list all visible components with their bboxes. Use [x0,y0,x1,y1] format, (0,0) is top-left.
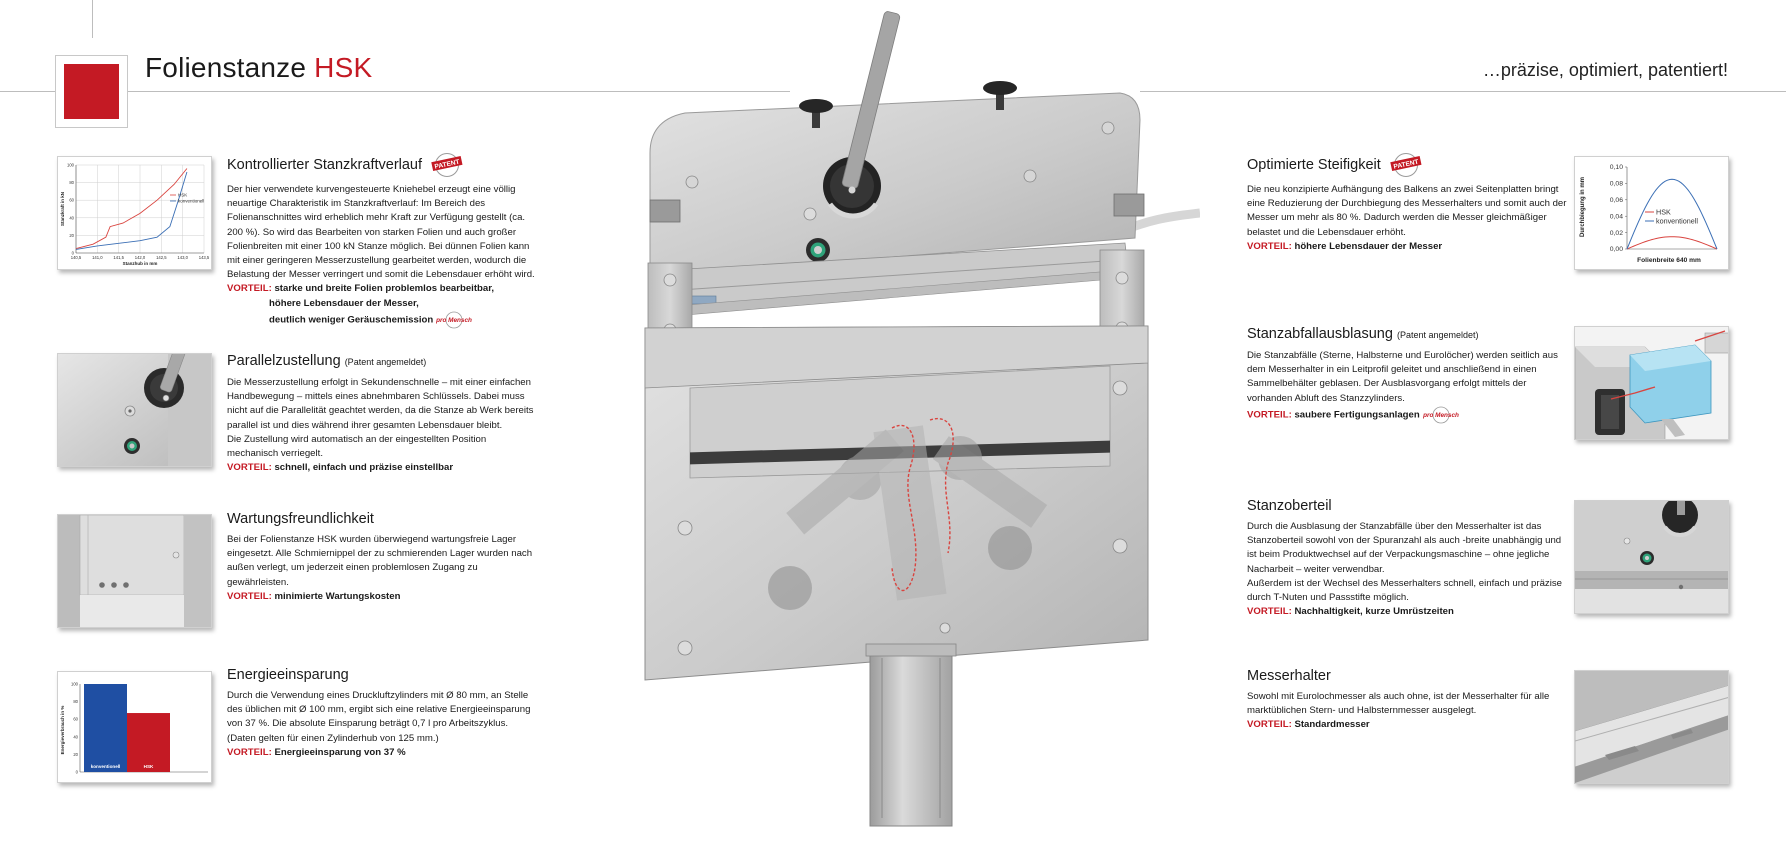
chart2-legend-konv: konventionell [1656,216,1698,226]
chart3-ytick: 60 [73,716,78,722]
chart2-ytick: 0,04 [1609,213,1623,221]
patent-badge-icon [1389,152,1423,178]
chart3-bar-label: konventionell [90,764,121,769]
chart2-ytick: 0,10 [1609,164,1623,172]
chart3-ytick: 20 [73,751,78,757]
section-oberteil-body: Durch die Ausblasung der Stanzabfälle über den Messerhalter ist das Stanzoberteil sowohl von der Spuranzahl als auch -breite unabhängig und ist beim Produktwechsel auf der Verpackungsmaschine – ohne jegliche Nacharbeit – weiter verwendbar. [1247,521,1562,575]
section-parallel-title: Parallelzustellung (Patent angemeldet) [227,353,427,369]
chart2-ytick: 0,06 [1609,197,1623,204]
stanzkraft-chart-card [57,156,212,270]
chart2-ytick: 0,02 [1609,229,1623,237]
section-oberteil-title: Stanzoberteil [1247,498,1332,514]
chart1-ytick: 60 [69,197,74,203]
section-stanzkraft-vorteil-line3: deutlich weniger Geräuschemission pro Mensch [227,311,537,329]
section-oberteil [1247,497,1567,619]
oberteil-photo [1575,501,1729,614]
section-wartung [227,510,537,604]
pro-mensch-badge-text: pro Mensch [436,316,473,324]
section-abfall-title: Stanzabfallausblasung (Patent angemeldet) [1247,326,1479,342]
durchbiegung-chart-card [1574,156,1729,270]
patent-badge-icon [430,152,464,178]
section-energie-body: Durch die Verwendung eines Druckluftzylinders mit Ø 80 mm, an Stelle des üblichen mit Ø 100 mm, ergibt sich eine relative Energieeinsparung von 37 %. Die absolute Einsparung beträgt 0,7 l pro Arbeitszyklus. [227,690,531,730]
chart2-series-hsk [1627,237,1717,249]
section-oberteil-body2: Außerdem ist der Wechsel des Messerhalters schnell, einfach und präzise durch T-Nuten und Passstifte möglich. [1247,577,1562,604]
chart3-ytick: 40 [73,734,78,740]
chart1-legend-hsk: HSK [178,192,188,198]
brand-logo [55,55,128,128]
chart1-xtick: 143,5 [198,255,210,260]
chart1-legend-konv: konventionell [178,198,205,204]
chart2-series-konventionell [1627,179,1717,249]
section-stanzkraft-title: Kontrollierter Stanzkraftverlauf PATENT [227,152,537,178]
chart1-ylabel: Stanzkraft in kN [60,191,65,227]
section-abfall-vorteil: VORTEIL: saubere Fertigungsanlagen pro Mensch [1247,406,1567,424]
chart3-ytick: 80 [73,699,78,705]
section-stanzkraft-body: Der hier verwendete kurvengesteuerte Kniehebel erzeugt eine völlig neuartige Charakteristik im Stanzkraftverlauf: Im Bereich des Folienanschnittes wird erheblich mehr Kraft zur Verfügung gestellt (ca. 200 %). So wird das Bearbeiten von starken Folien und auch großer Folienbreiten mit einer 100 kN Stanze möglich. Bei dünnen Folien kann mit einer geringeren Messerzustellung gearbeitet werden, wodurch die Belastung der Messer verringert und somit die Lebensdauer erhöht wird. [227,184,535,281]
chart3-bar-label: HSK [143,764,154,769]
section-stanzkraft-vorteil: VORTEIL: starke und breite Folien problemlos bearbeitbar, [227,283,495,295]
chart1-ytick: 40 [69,215,74,221]
top-vertical-rule [92,0,93,38]
brand-logo-square [64,64,119,119]
chart1-ytick: 100 [67,162,74,168]
chart1-xtick: 142,0 [134,255,146,260]
section-parallel-body: Die Messerzustellung erfolgt in Sekundenschnelle – mit einer einfachen Handbewegung – mittels eines abnehmbaren Schlüssels. Dabei muss nicht auf die Parallelität geachtet werden, da die Stanze ab Werk bereits parallel ist und dies während ihrer gesamten Lebensdauer bleibt. [227,377,534,431]
section-steifigkeit-vorteil: VORTEIL: höhere Lebensdauer der Messer [1247,240,1443,252]
tagline: …präzise, optimiert, patentiert! [1482,60,1728,80]
stanzkraft-chart [58,157,212,270]
parallel-photo-card [57,353,212,467]
machine-illustration [630,8,1200,833]
section-energie-vorteil: VORTEIL: Energieeinsparung von 37 % [227,746,406,758]
chart3-ytick: 100 [71,681,78,687]
messerhalter-photo-card [1574,670,1729,784]
section-abfall [1247,325,1567,424]
section-parallel [227,352,537,475]
chart2-ylabel: Durchbiegung in mm [1580,177,1586,237]
chart2-xlabel: Folienbreite 640 mm [1637,257,1701,264]
pro-mensch-badge-icon [1421,406,1461,424]
chart1-series-hsk [76,169,187,249]
chart2-ytick: 0,08 [1609,180,1623,188]
chart1-xlabel: Stanzhub in mm [122,261,158,266]
patent-badge-text: PATENT [1392,158,1420,171]
energie-chart [58,672,212,783]
chart3-bar-konventionell [84,684,127,772]
durchbiegung-chart [1575,157,1729,270]
section-steifigkeit-title: Optimierte Steifigkeit PATENT [1247,152,1567,178]
header-rule-left [0,91,55,92]
section-energie-title: Energieeinsparung [227,667,349,683]
section-wartung-body: Bei der Folienstanze HSK wurden überwiegend wartungsfreie Lager eingesetzt. Alle Schmiernippel der zu schmierenden Lager wurden nach außen verlegt, um jederzeit einen problemlosen Zugang zu gewährleisten. [227,534,533,588]
chart1-ytick: 20 [69,232,74,238]
abfall-render-card [1574,326,1729,440]
chart2-legend [1645,208,1698,226]
section-abfall-body: Die Stanzabfälle (Sterne, Halbsterne und Eurolöcher) werden seitlich aus dem Messerhalter in ein Leitprofil geleitet und anschließend in einen Sammelbehälter geblasen. Der Ausblasvorgang erfolgt mittels der vorhanden Abluft des Stanzzylinders. [1247,350,1558,404]
section-parallel-vorteil: VORTEIL: schnell, einfach und präzise einstellbar [227,462,454,474]
wartung-photo-card [57,514,212,628]
chart1-legend [170,193,204,204]
section-messerhalter [1247,667,1567,733]
section-parallel-body2: Die Zustellung wird automatisch an der eingestellten Position mechanisch verriegelt. [227,433,487,460]
patent-badge-text: PATENT [434,158,461,171]
oberteil-photo-card [1574,500,1729,614]
messerhalter-photo [1575,671,1729,784]
pro-mensch-badge-icon [434,311,474,329]
section-energie-body2: (Daten gelten für einen Zylinderhub von 125 mm.) [227,732,439,744]
chart1-xtick: 142,5 [156,255,167,260]
chart1-ytick: 80 [69,180,74,186]
title-accent: HSK [314,52,373,83]
section-oberteil-vorteil: VORTEIL: Nachhaltigkeit, kurze Umrüstzeiten [1247,606,1454,618]
page-title [145,52,372,84]
chart2-ytick: 0,00 [1609,246,1623,254]
chart3-ytick: 0 [75,769,78,775]
chart1-ytick: 0 [71,250,74,256]
section-messerhalter-vorteil: VORTEIL: Standardmesser [1247,719,1370,731]
chart1-xtick: 140,5 [70,255,82,260]
section-wartung-vorteil: VORTEIL: minimierte Wartungskosten [227,590,401,602]
section-steifigkeit [1247,152,1567,254]
chart1-xtick: 143,0 [177,255,188,260]
title-main: Folienstanze [145,52,307,83]
header-rule-right [1140,91,1786,92]
section-stanzkraft [227,152,537,329]
section-stanzkraft-vorteil-line2: höhere Lebensdauer der Messer, [269,297,419,309]
section-wartung-title: Wartungsfreundlichkeit [227,511,374,527]
parallel-photo [58,354,212,467]
chart1-series-konventionell [76,172,187,249]
abfall-render [1575,327,1729,440]
chart1-xtick: 141,0 [92,255,103,260]
chart3-ylabel: Energieverbrauch in % [60,705,65,755]
energie-chart-card [57,671,212,783]
pro-mensch-badge-text: pro Mensch [1422,411,1459,419]
section-messerhalter-title: Messerhalter [1247,668,1331,684]
section-steifigkeit-body: Die neu konzipierte Aufhängung des Balkens an zwei Seitenplatten bringt eine Reduzierung der Durchbiegung des Messerhalters und somit auch der Messer um mehr als 80 %. Dadurch werden die Messer gleichmäßiger belastet und die Lebensdauer erhöht. [1247,184,1567,238]
section-energie [227,666,537,760]
wartung-photo [58,515,212,628]
chart2-legend-hsk: HSK [1656,207,1671,217]
section-messerhalter-body: Sowohl mit Eurolochmesser als auch ohne, ist der Messerhalter für alle marktüblichen Stern- und Halbsternmesser ausgelegt. [1247,691,1550,717]
chart1-xtick: 141,5 [113,255,124,260]
